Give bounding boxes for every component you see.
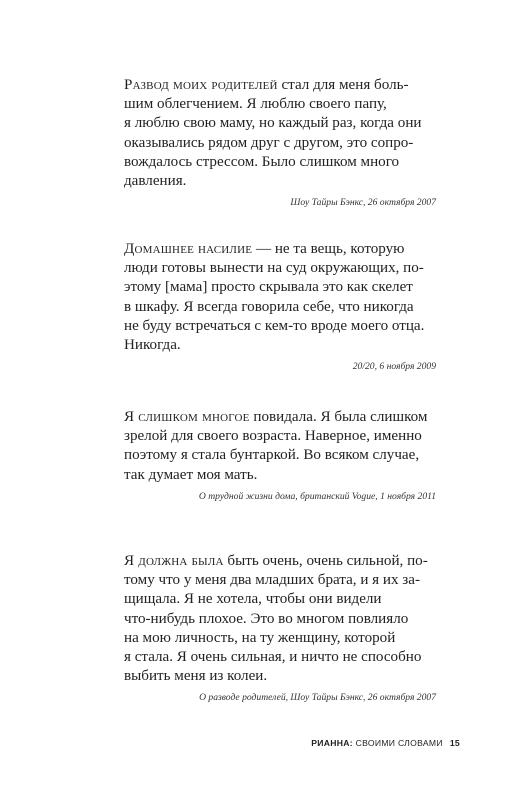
- quote-line: — не та вещь, которую: [252, 241, 405, 257]
- quote-source: О разводе родителей, Шоу Тайры Бэнкс, 26 октября 2007: [199, 692, 436, 704]
- quote-line: давления.: [124, 173, 187, 190]
- quote-text: [124, 76, 436, 191]
- quote-line: что-нибудь плохое. Это во многом повлияло: [124, 610, 409, 627]
- quote-lead: Домашнее насилие: [124, 241, 253, 257]
- quote-line: я стала. Я очень сильная, и ничто не способно: [124, 649, 422, 666]
- quote-line: шим облегчением. Я люблю своего папу,: [124, 96, 387, 113]
- quote-text: [124, 408, 436, 485]
- quote-line: выбить меня из колеи.: [124, 668, 268, 685]
- quote-text: [124, 240, 436, 355]
- quote-source: О трудной жизни дома, британский Vogue, 1 ноября 2011: [198, 490, 436, 502]
- quote-line: оказывались рядом друг с другом, это сопро-: [124, 134, 414, 151]
- quote-block: [124, 76, 436, 209]
- quote-source: Шоу Тайры Бэнкс, 26 октября 2007: [290, 197, 436, 209]
- quote-block: [124, 552, 436, 704]
- quote-line: я люблю свою маму, но каждый раз, когда они: [124, 115, 422, 132]
- quote-line: поэтому я стала бунтаркой. Во всяком случае,: [124, 447, 420, 464]
- quote-line: не буду встречаться с кем-то вроде моего отца.: [124, 317, 425, 334]
- quote-source: 20/20, 6 ноября 2009: [352, 361, 436, 373]
- quote-line: этому [мама] просто скрывала это как скелет: [124, 279, 413, 296]
- quote-text: [124, 552, 436, 686]
- quote-line: зрелой для своего возраста. Наверное, именно: [124, 428, 422, 445]
- quote-lead: Развод моих родителей: [124, 77, 278, 93]
- quote-line: на мою личность, на ту женщину, которой: [124, 629, 396, 646]
- quote-block: [124, 240, 436, 373]
- quote-lead: Я должна была: [124, 553, 224, 569]
- quote-block: [124, 408, 436, 503]
- book-title: РИАННА:: [311, 738, 353, 748]
- page-number: 15: [449, 738, 460, 748]
- book-subtitle: СВОИМИ СЛОВАМИ: [352, 738, 443, 748]
- quote-lead: Я слишком многое: [124, 409, 250, 425]
- quote-line: люди готовы вынести на суд окружающих, по-: [124, 260, 424, 277]
- running-footer: [311, 738, 460, 748]
- quote-line: стал для меня боль-: [277, 77, 409, 93]
- quote-line: Никогда.: [124, 337, 181, 354]
- quote-line: в шкафу. Я всегда говорила себе, что никогда: [124, 298, 414, 315]
- quote-line: так думает моя мать.: [124, 466, 258, 483]
- quote-line: повидала. Я была слишком: [249, 409, 428, 425]
- quote-line: быть очень, очень сильной, по-: [223, 553, 428, 569]
- quote-line: вождалось стрессом. Было слишком много: [124, 153, 400, 170]
- quote-line: тому что у меня два младших брата, и я их за-: [124, 572, 420, 589]
- quote-line: щищала. Я не хотела, чтобы они видели: [124, 591, 382, 608]
